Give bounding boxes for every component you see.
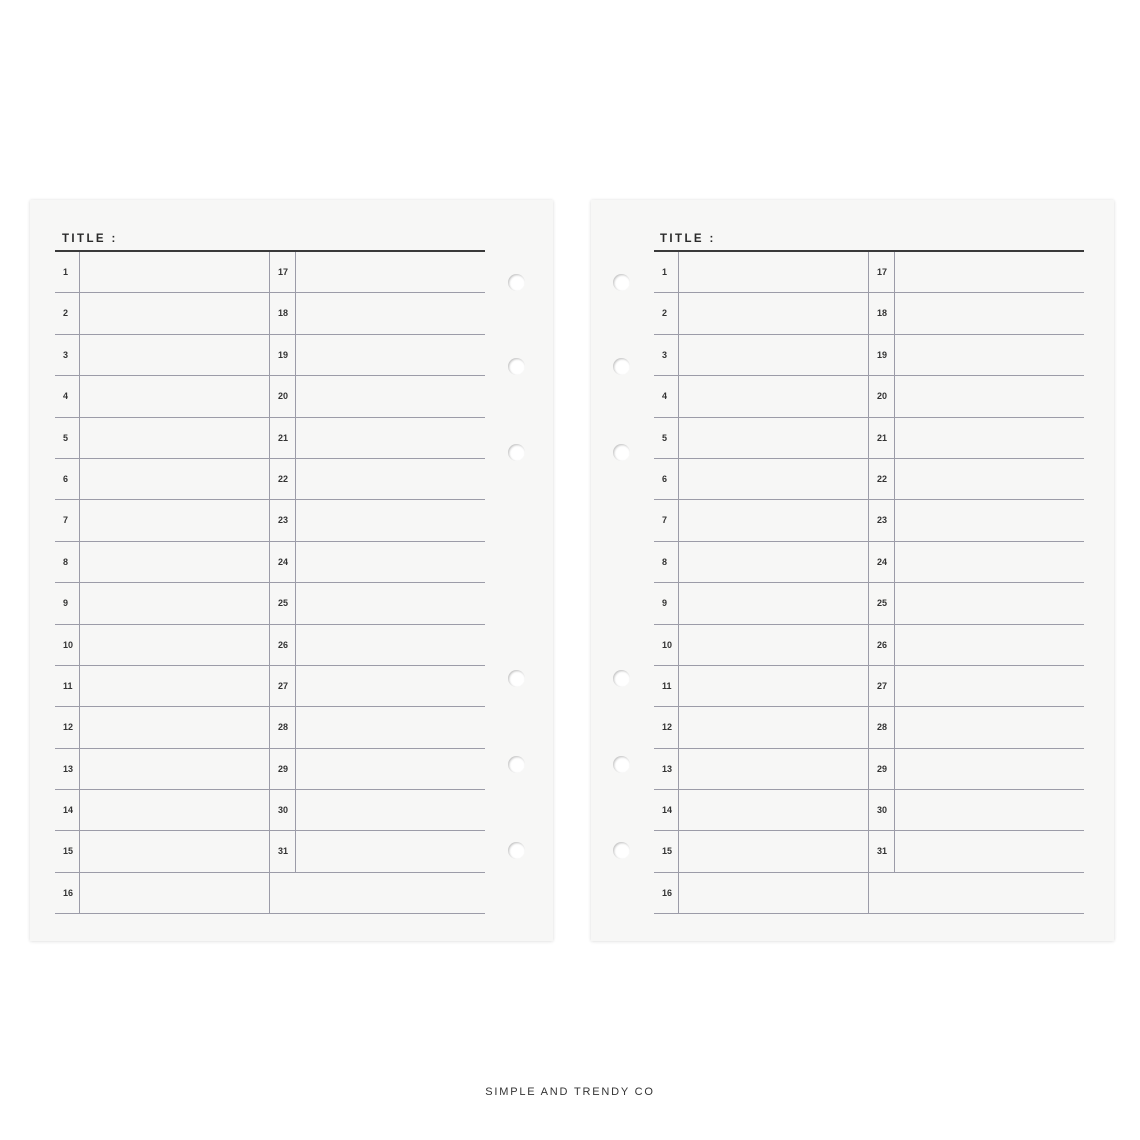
day-number: 1 — [63, 267, 69, 277]
number-divider — [295, 583, 296, 623]
day-number: 29 — [877, 763, 888, 774]
number-divider — [678, 873, 679, 913]
column-divider — [269, 873, 270, 913]
number-divider — [79, 459, 80, 499]
number-divider — [295, 376, 296, 416]
number-divider — [79, 335, 80, 375]
day-number: 6 — [63, 473, 69, 484]
day-number: 10 — [63, 639, 74, 650]
number-divider — [295, 707, 296, 747]
day-number: 14 — [662, 805, 673, 816]
day-row — [654, 790, 1084, 831]
day-number: 26 — [278, 639, 289, 650]
day-number: 8 — [63, 556, 69, 567]
day-row — [654, 252, 1084, 293]
binder-hole — [613, 670, 630, 687]
number-divider — [79, 707, 80, 747]
day-number: 27 — [877, 680, 888, 691]
binder-hole — [613, 444, 630, 461]
number-divider — [295, 625, 296, 665]
day-number: 30 — [877, 805, 888, 816]
planner-page-right — [591, 200, 1114, 941]
number-divider — [678, 293, 679, 333]
day-number: 29 — [278, 763, 289, 774]
day-row — [654, 873, 1084, 914]
day-number: 13 — [63, 763, 74, 774]
day-row — [654, 418, 1084, 459]
number-divider — [79, 418, 80, 458]
number-divider — [894, 500, 895, 540]
column-divider — [868, 873, 869, 913]
day-row — [55, 542, 485, 583]
day-number: 5 — [63, 432, 69, 443]
number-divider — [894, 418, 895, 458]
day-number: 9 — [662, 598, 668, 609]
binder-hole — [613, 358, 630, 375]
number-divider — [678, 831, 679, 871]
number-divider — [295, 293, 296, 333]
day-row — [654, 293, 1084, 334]
day-number: 22 — [877, 473, 888, 484]
number-divider — [894, 542, 895, 582]
number-divider — [295, 790, 296, 830]
day-row — [654, 749, 1084, 790]
binder-hole — [613, 274, 630, 291]
day-row — [654, 335, 1084, 376]
day-row — [55, 252, 485, 293]
number-divider — [79, 749, 80, 789]
day-row — [55, 376, 485, 417]
day-number: 7 — [662, 515, 668, 526]
day-number: 19 — [278, 349, 289, 360]
day-number: 16 — [63, 887, 74, 898]
day-row — [654, 500, 1084, 541]
number-divider — [894, 831, 895, 871]
day-row — [55, 500, 485, 541]
day-number: 23 — [877, 515, 888, 526]
number-divider — [678, 790, 679, 830]
day-row — [654, 583, 1084, 624]
number-divider — [894, 335, 895, 375]
day-number: 7 — [63, 515, 69, 526]
day-number: 9 — [63, 598, 69, 609]
number-divider — [79, 790, 80, 830]
number-divider — [678, 376, 679, 416]
day-number: 17 — [877, 267, 888, 277]
day-number: 28 — [877, 722, 888, 733]
day-number: 14 — [63, 805, 74, 816]
day-row — [654, 666, 1084, 707]
day-number: 15 — [662, 846, 673, 857]
day-number: 31 — [278, 846, 289, 857]
day-number: 10 — [662, 639, 673, 650]
day-row — [55, 707, 485, 748]
day-number: 4 — [662, 391, 668, 402]
number-divider — [894, 459, 895, 499]
number-divider — [79, 831, 80, 871]
day-row — [55, 293, 485, 334]
day-number: 3 — [63, 349, 69, 360]
binder-hole — [508, 444, 525, 461]
day-row — [654, 707, 1084, 748]
day-row — [654, 376, 1084, 417]
day-number: 30 — [278, 805, 289, 816]
day-row — [55, 790, 485, 831]
number-divider — [678, 459, 679, 499]
day-number: 20 — [278, 391, 289, 402]
day-number: 13 — [662, 763, 673, 774]
number-divider — [295, 335, 296, 375]
number-divider — [678, 749, 679, 789]
day-row — [55, 749, 485, 790]
number-divider — [295, 749, 296, 789]
day-row — [654, 831, 1084, 872]
day-number: 19 — [877, 349, 888, 360]
day-number: 22 — [278, 473, 289, 484]
day-row — [654, 625, 1084, 666]
number-divider — [678, 666, 679, 706]
number-divider — [79, 625, 80, 665]
number-divider — [894, 252, 895, 292]
day-grid — [654, 252, 1084, 914]
number-divider — [79, 542, 80, 582]
page-title: TITLE : — [660, 233, 716, 245]
number-divider — [295, 252, 296, 292]
day-row — [55, 583, 485, 624]
day-number: 12 — [662, 722, 673, 733]
day-number: 21 — [877, 432, 888, 443]
number-divider — [894, 749, 895, 789]
day-row — [55, 831, 485, 872]
day-number: 17 — [278, 267, 289, 277]
number-divider — [295, 542, 296, 582]
day-number: 18 — [877, 308, 888, 319]
number-divider — [79, 666, 80, 706]
binder-hole — [508, 358, 525, 375]
planner-page-left — [30, 200, 553, 941]
day-number: 12 — [63, 722, 74, 733]
day-number: 5 — [662, 432, 668, 443]
day-number: 25 — [877, 598, 888, 609]
day-number: 18 — [278, 308, 289, 319]
day-number: 21 — [278, 432, 289, 443]
day-row — [654, 542, 1084, 583]
number-divider — [79, 252, 80, 292]
binder-hole — [508, 274, 525, 291]
page-title: TITLE : — [62, 233, 118, 245]
day-number: 27 — [278, 680, 289, 691]
day-number: 24 — [877, 556, 888, 567]
number-divider — [678, 335, 679, 375]
number-divider — [79, 293, 80, 333]
day-number: 20 — [877, 391, 888, 402]
day-number: 28 — [278, 722, 289, 733]
day-number: 1 — [662, 267, 668, 277]
number-divider — [79, 873, 80, 913]
binder-hole — [613, 842, 630, 859]
number-divider — [79, 500, 80, 540]
number-divider — [79, 376, 80, 416]
day-number: 4 — [63, 391, 69, 402]
number-divider — [295, 666, 296, 706]
day-number: 11 — [662, 680, 672, 691]
day-row — [654, 459, 1084, 500]
day-number: 16 — [662, 887, 673, 898]
day-number: 24 — [278, 556, 289, 567]
number-divider — [79, 583, 80, 623]
number-divider — [894, 293, 895, 333]
number-divider — [894, 625, 895, 665]
number-divider — [894, 583, 895, 623]
day-number: 25 — [278, 598, 289, 609]
day-row — [55, 873, 485, 914]
number-divider — [678, 583, 679, 623]
day-row — [55, 625, 485, 666]
day-number: 26 — [877, 639, 888, 650]
number-divider — [678, 625, 679, 665]
binder-hole — [613, 756, 630, 773]
number-divider — [678, 418, 679, 458]
number-divider — [295, 459, 296, 499]
number-divider — [295, 831, 296, 871]
brand-footer: SIMPLE AND TRENDY CO — [485, 1086, 655, 1098]
number-divider — [894, 790, 895, 830]
binder-hole — [508, 756, 525, 773]
number-divider — [678, 707, 679, 747]
day-number: 11 — [63, 680, 73, 691]
day-row — [55, 666, 485, 707]
binder-hole — [508, 670, 525, 687]
number-divider — [678, 542, 679, 582]
number-divider — [678, 252, 679, 292]
day-number: 2 — [63, 308, 69, 319]
day-number: 31 — [877, 846, 888, 857]
day-number: 3 — [662, 349, 668, 360]
day-number: 15 — [63, 846, 74, 857]
day-row — [55, 418, 485, 459]
number-divider — [295, 418, 296, 458]
number-divider — [678, 500, 679, 540]
binder-hole — [508, 842, 525, 859]
day-row — [55, 335, 485, 376]
day-number: 6 — [662, 473, 668, 484]
day-number: 23 — [278, 515, 289, 526]
number-divider — [894, 666, 895, 706]
day-row — [55, 459, 485, 500]
number-divider — [295, 500, 296, 540]
day-number: 8 — [662, 556, 668, 567]
day-grid — [55, 252, 485, 914]
day-number: 2 — [662, 308, 668, 319]
number-divider — [894, 707, 895, 747]
number-divider — [894, 376, 895, 416]
